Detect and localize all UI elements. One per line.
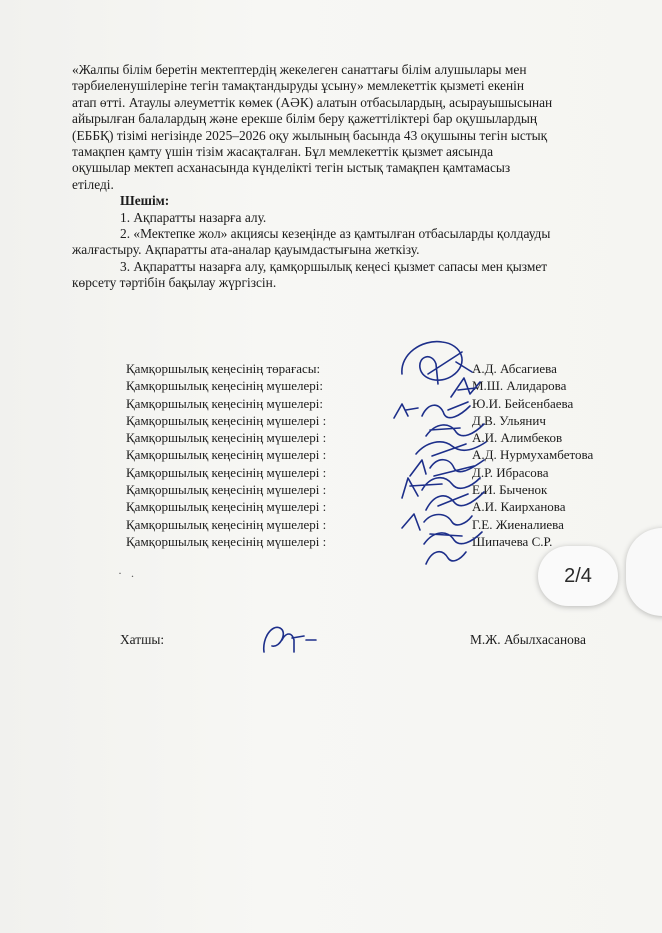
signature-row	[126, 516, 626, 533]
secretary-signature	[258, 618, 318, 658]
signatory-name: Е.И. Быченок	[472, 482, 548, 498]
secretary-name: М.Ж. Абылхасанова	[470, 632, 586, 647]
paragraph-line: атап өтті. Атаулы әлеуметтік көмек (АӘК) алатын отбасылардың, асырауышысынан	[72, 94, 553, 110]
scan-mark: · .	[118, 566, 137, 580]
signatory-name: Ю.И. Бейсенбаева	[472, 395, 574, 411]
signature-row	[126, 377, 626, 394]
paragraph-line: етіледі.	[72, 176, 114, 192]
decision-item: 2. «Мектепке жол» акциясы кезеңінде аз қамтылған отбасыларды қолдауды	[120, 226, 551, 242]
paragraph-line: (ЕББҚ) тізімі негізінде 2025–2026 оқу жылының басында 43 оқушыны тегін ыстық	[72, 127, 548, 143]
decision-heading: Шешім:	[120, 193, 170, 209]
signatory-role: Қамқоршылық кеңесінің мүшелері :	[126, 430, 327, 446]
decision-item: көрсету тәртібін бақылау жүргізсін.	[72, 275, 277, 291]
signatory-name: Шипачева С.Р.	[472, 533, 553, 549]
signatory-role: Қамқоршылық кеңесінің мүшелері :	[126, 516, 327, 532]
signatory-name: А.Д. Абсагиева	[472, 361, 557, 376]
signatory-role: Қамқоршылық кеңесінің мүшелері :	[126, 499, 327, 515]
signatory-role: Қамқоршылық кеңесінің мүшелері :	[126, 533, 327, 549]
signature-row	[126, 395, 626, 412]
paragraph-line: оқушылар мектеп асханасында күнделікті тегін ыстық тамақпен қамтамасыз	[72, 160, 511, 176]
decision-item: 3. Ақпаратты назарға алу, қамқоршылық кеңесі қызмет сапасы мен қызмет	[120, 258, 548, 274]
signature-row	[126, 429, 626, 446]
signatory-name: А.Д. Нурмухамбетова	[472, 447, 594, 463]
document-body	[72, 62, 628, 292]
signature-row	[126, 498, 626, 515]
signatory-role: Қамқоршылық кеңесінің мүшелері :	[126, 482, 327, 498]
member-signature	[420, 540, 470, 570]
signatory-name: Д.Р. Ибрасова	[472, 464, 549, 480]
signature-row	[126, 533, 626, 550]
signatory-role: Қамқоршылық кеңесінің мүшелері:	[126, 378, 323, 394]
signatory-name: А.И. Алимбеков	[472, 430, 563, 446]
intro-paragraph	[72, 62, 628, 193]
decision-list	[72, 210, 628, 292]
signatory-name: М.Ш. Алидарова	[472, 378, 567, 394]
decision-item: жалғастыру. Ақпаратты ата-аналар қауымдастығына жеткізу.	[72, 242, 420, 258]
signatory-name: Д.В. Ульянич	[472, 412, 546, 428]
signature-row	[126, 464, 626, 481]
signatory-name: Г.Е. Жиеналиева	[472, 516, 564, 532]
signature-row	[126, 360, 626, 377]
signature-row	[126, 481, 626, 498]
signatory-name: А.И. Каирханова	[472, 499, 566, 515]
signatory-role: Қамқоршылық кеңесінің мүшелері:	[126, 395, 323, 411]
paragraph-line: айырылған балалардың және ерекше білім беру қажеттіліктері бар оқушылардың	[72, 111, 538, 127]
signatory-role: Қамқоршылық кеңесінің мүшелері :	[126, 412, 327, 428]
paragraph-line: тамақпен қамту үшін тізім жасақталған. Бұл мемлекеттік қызмет аясында	[72, 144, 494, 160]
signatory-role: Қамқоршылық кеңесінің төрағасы:	[126, 361, 321, 376]
signature-row	[126, 446, 626, 463]
decision-item: 1. Ақпаратты назарға алу.	[120, 209, 267, 225]
signature-row	[126, 412, 626, 429]
paragraph-line: «Жалпы білім беретін мектептердің жекелеген санаттағы білім алушылары мен	[72, 62, 527, 77]
page-indicator: 2/4	[538, 546, 618, 606]
signatory-role: Қамқоршылық кеңесінің мүшелері :	[126, 447, 327, 463]
signatory-role: Қамқоршылық кеңесінің мүшелері :	[126, 464, 327, 480]
paragraph-line: тәрбиеленушілеріне тегін тамақтандыруды ұсыну» мемлекеттік қызметі екенін	[72, 78, 525, 94]
signature-table	[126, 360, 626, 550]
secretary-role: Хатшы:	[120, 632, 165, 647]
